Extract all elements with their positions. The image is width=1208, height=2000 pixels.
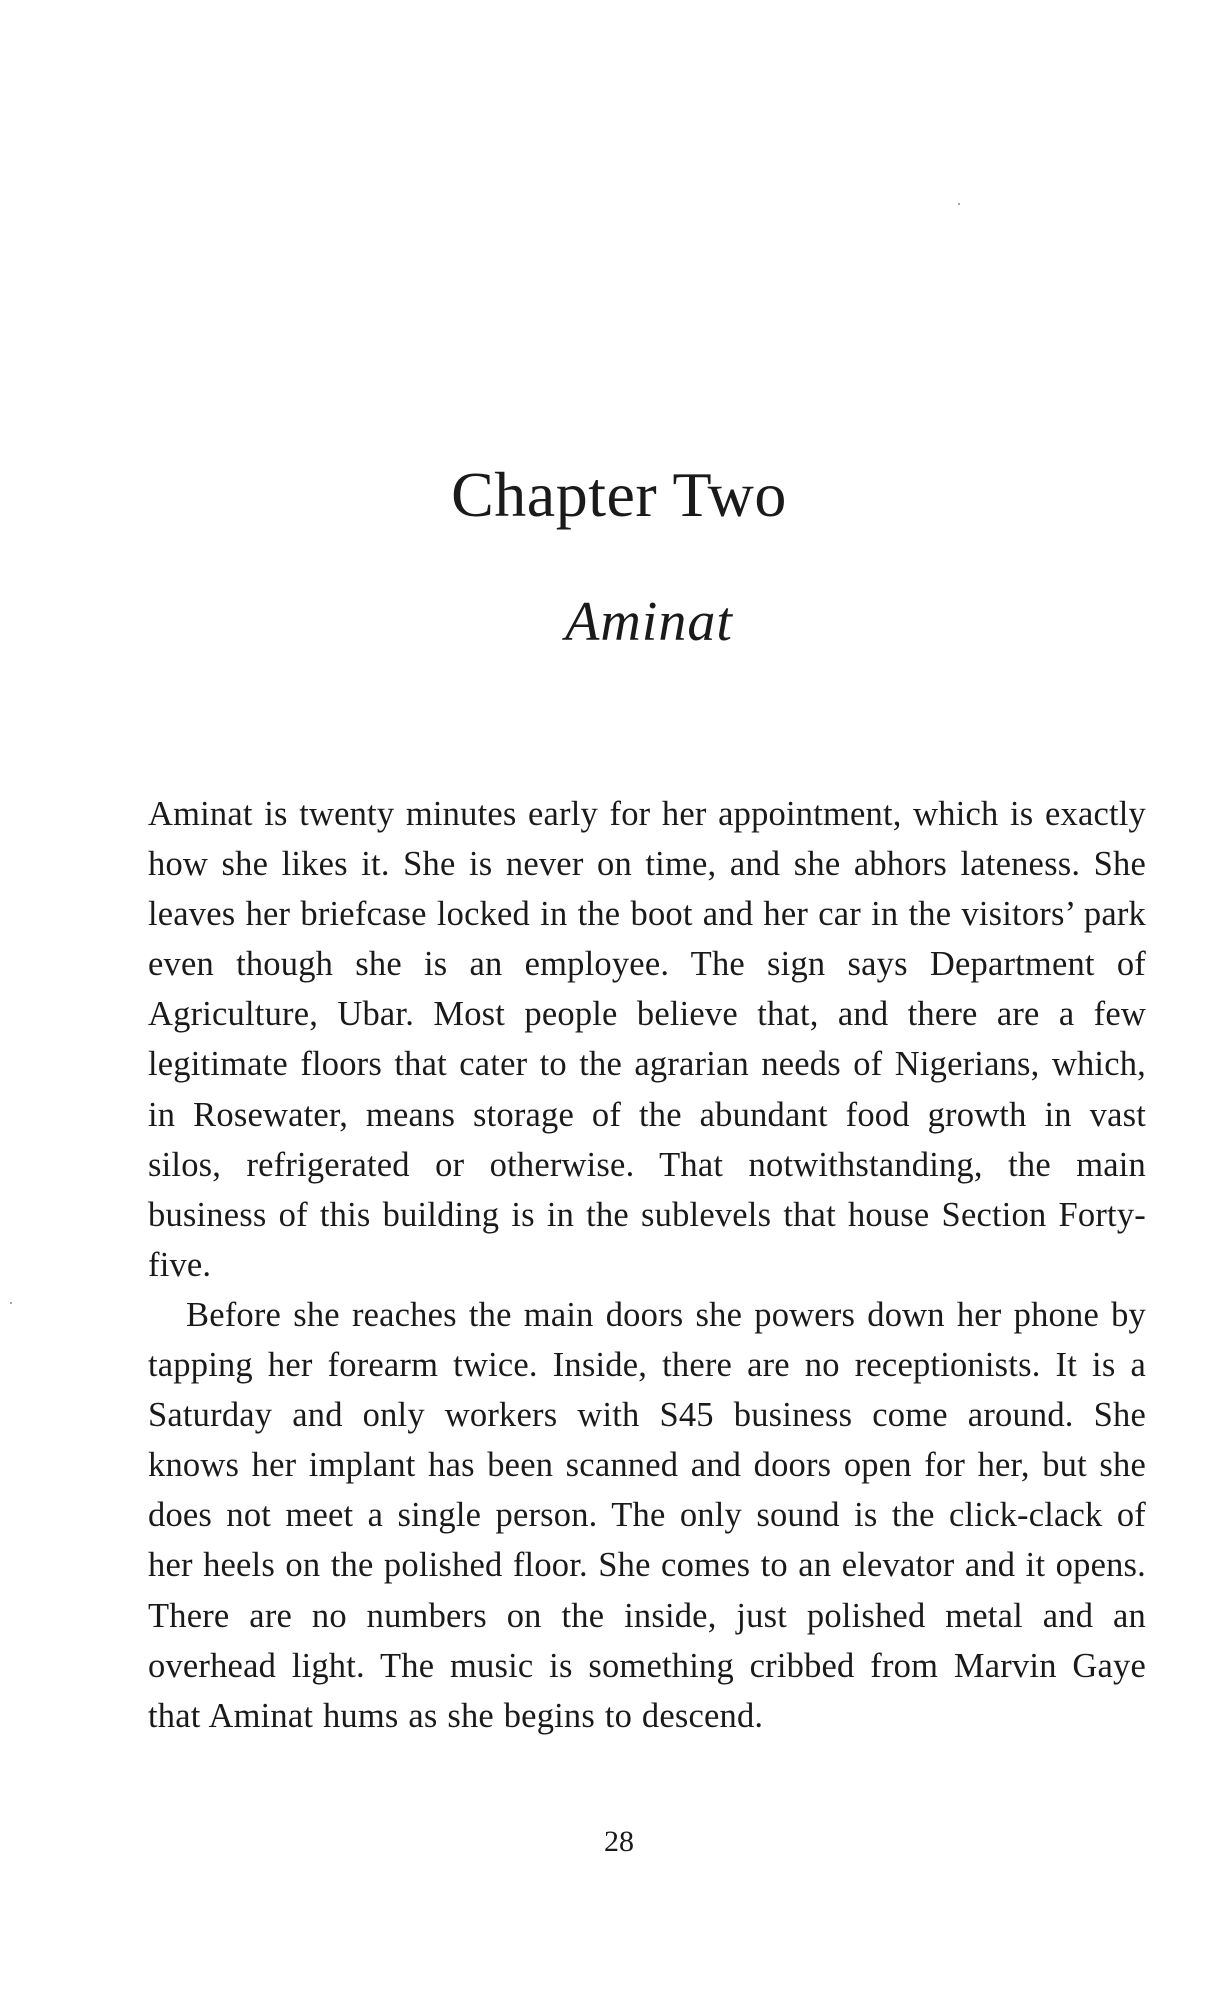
paragraph: Before she reaches the main doors she powers down her phone by tapping her forearm twice. Inside, there are no receptionists. It is a Saturday and only workers with S45 business come around. She knows her implant has been scanned and doors open for her, but she does not meet a single person. The only sound is the click-clack of her heels on the polished floor. She comes to an elevator and it opens. There are no numbers on the inside, just polished metal and an overhead light. The music is something cribbed from Marvin Gaye that Aminat hums as she begins to descend. [148,1295,1146,1735]
scan-speck [10,1302,12,1304]
chapter-body [148,789,1146,1741]
scan-speck [958,203,960,205]
chapter-title: Chapter Two [451,459,787,530]
page-number: 28 [604,1825,634,1858]
chapter-subtitle: Aminat [565,591,733,653]
paragraph: Aminat is twenty minutes early for her appointment, which is exactly how she likes it. She is never on time, and she abhors lateness. She leaves her briefcase locked in the boot and her car in the visitors’ park even though she is an employee. The sign says Department of Agriculture, Ubar. Most people believe that, and there are a few legitimate floors that cater to the agrarian needs of Nigerians, which, in Rosewater, means storage of the abundant food growth in vast silos, refrigerated or otherwise. That notwithstanding, the main business of this building is in the sublevels that house Section Forty-five. [148,795,1146,1284]
